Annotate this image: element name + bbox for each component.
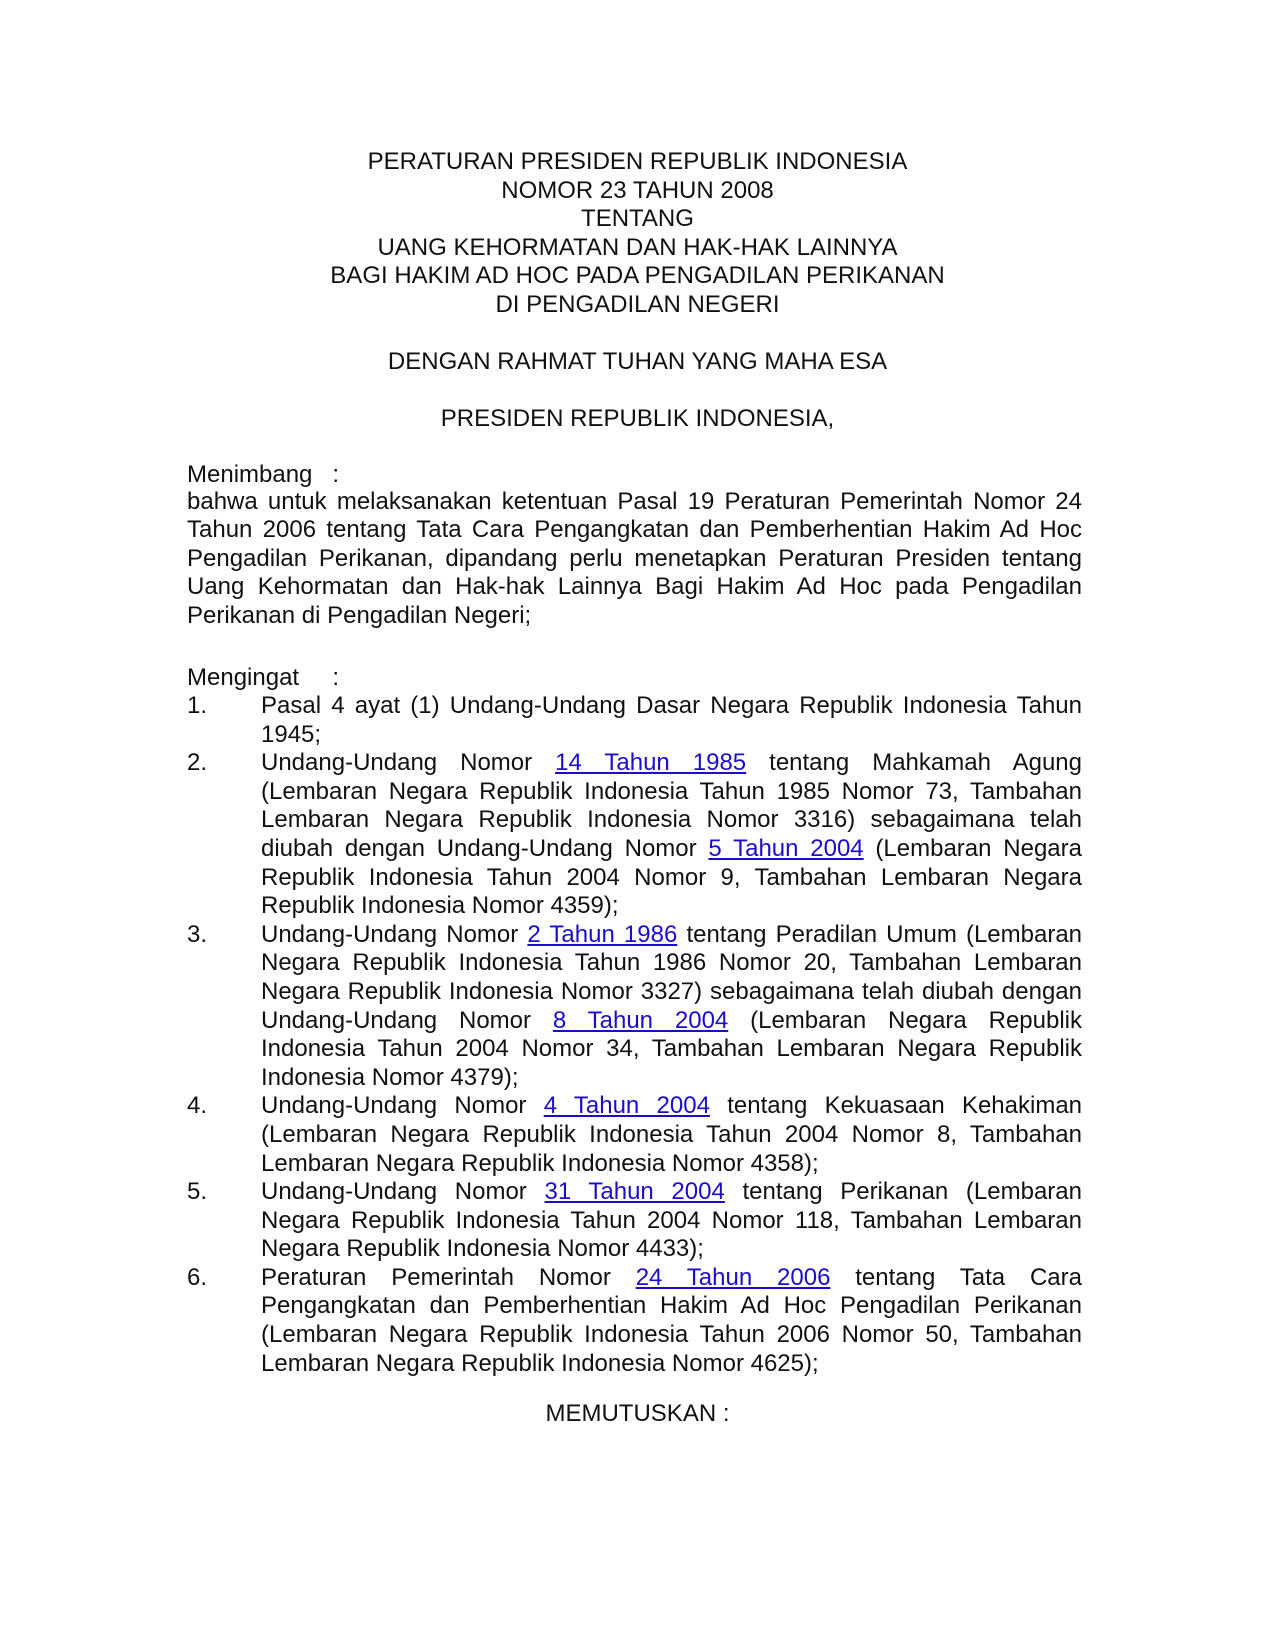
mengingat-label: Mengingat : [187,664,340,691]
title-line: NOMOR 23 TAHUN 2008 [501,176,774,204]
list-item [187,921,1082,1093]
title-line: BAGI HAKIM AD HOC PADA PENGADILAN PERIKANAN [330,262,945,290]
item-text: tentang Kekuasaan Kehakiman (Lembaran Negara Republik Indonesia Tahun 2004 Nomor 8, Tambahan Lembaran Negara Republik Indonesia Nomor 4358); [261,1092,1083,1177]
law-link[interactable]: 2 Tahun 1986 [527,920,678,948]
item-number: 1. [187,692,208,719]
document-title [0,148,1275,320]
president-heading: PRESIDEN REPUBLIK INDONESIA, [440,405,835,432]
preamble: DENGAN RAHMAT TUHAN YANG MAHA ESA [387,348,888,375]
item-text: (Lembaran Negara Republik Indonesia Tahun 2004 Nomor 9, Tambahan Lembaran Negara Republik Indonesia Nomor 4359); [261,834,1082,920]
title-line: PERATURAN PRESIDEN REPUBLIK INDONESIA [367,148,908,175]
item-text: tentang Mahkamah Agung (Lembaran Negara Republik Indonesia Tahun 1985 Nomor 73, Tambahan Lembaran Negara Republik Indonesia Nomor 3316) sebagaimana telah diubah dengan Undang-Undang Nomor [261,749,1082,862]
item-text: (Lembaran Negara Republik Indonesia Tahun 2004 Nomor 34, Tambahan Lembaran Negara Republik Indonesia Nomor 4379); [261,1006,1082,1091]
item-text: Pasal 4 ayat (1) Undang-Undang Dasar Negara Republik Indonesia Tahun 1945; [261,692,1082,748]
law-link[interactable]: 5 Tahun 2004 [708,834,864,862]
title-line: TENTANG [581,205,694,233]
menimbang-text: bahwa untuk melaksanakan ketentuan Pasal 19 Peraturan Pemerintah Nomor 24 Tahun 2006 tentang Tata Cara Pengangkatan dan Pemberhentian Hakim Ad Hoc Pengadilan Perikanan, dipandang perlu menetapkan Peraturan Presiden tentang Uang Kehormatan dan Hak-hak Lainnya Bagi Hakim Ad Hoc pada Pengadilan Perikanan di Pengadilan Negeri; [187,488,1082,629]
list-item [187,692,1082,749]
list-item [187,1178,1082,1264]
item-number: 2. [187,749,208,777]
item-text: Undang-Undang Nomor [261,920,528,948]
item-text: tentang Tata Cara Pengangkatan dan Pemberhentian Hakim Ad Hoc Pengadilan Perikanan (Lembaran Negara Republik Indonesia Tahun 2006 Nomor 50, Tambahan Lembaran Negara Republik Indonesia Nomor 4625); [261,1263,1082,1377]
item-text: tentang Perikanan (Lembaran Negara Republik Indonesia Tahun 2004 Nomor 118, Tambahan Lembaran Negara Republik Indonesia Nomor 4433); [261,1178,1082,1263]
list-item [187,1264,1082,1378]
law-link[interactable]: 31 Tahun 2004 [544,1178,725,1206]
law-link[interactable]: 24 Tahun 2006 [635,1263,831,1291]
law-link[interactable]: 14 Tahun 1985 [555,749,747,777]
item-text: Undang-Undang Nomor [261,749,556,777]
memutuskan-heading: MEMUTUSKAN : [545,1400,730,1427]
law-link[interactable]: 4 Tahun 2004 [543,1092,710,1120]
title-line: DI PENGADILAN NEGERI [495,290,780,318]
list-item [187,1092,1082,1178]
item-text: Undang-Undang Nomor [261,1092,544,1120]
menimbang-label: Menimbang : [187,461,340,488]
item-number: 6. [187,1263,208,1291]
list-item [187,749,1082,921]
item-text: tentang Peradilan Umum (Lembaran Negara Republik Indonesia Tahun 1986 Nomor 20, Tambahan Lembaran Negara Republik Indonesia Nomor 3327) sebagaimana telah diubah dengan Undang-Undang Nomor [261,920,1083,1034]
item-number: 4. [187,1092,208,1120]
title-line: UANG KEHORMATAN DAN HAK-HAK LAINNYA [377,233,898,261]
item-number: 3. [187,920,208,948]
mengingat-list [187,692,1082,1378]
law-link[interactable]: 8 Tahun 2004 [552,1006,729,1034]
item-number: 5. [187,1178,208,1206]
item-text: Peraturan Pemerintah Nomor [261,1263,636,1291]
item-text: Undang-Undang Nomor [261,1178,545,1206]
